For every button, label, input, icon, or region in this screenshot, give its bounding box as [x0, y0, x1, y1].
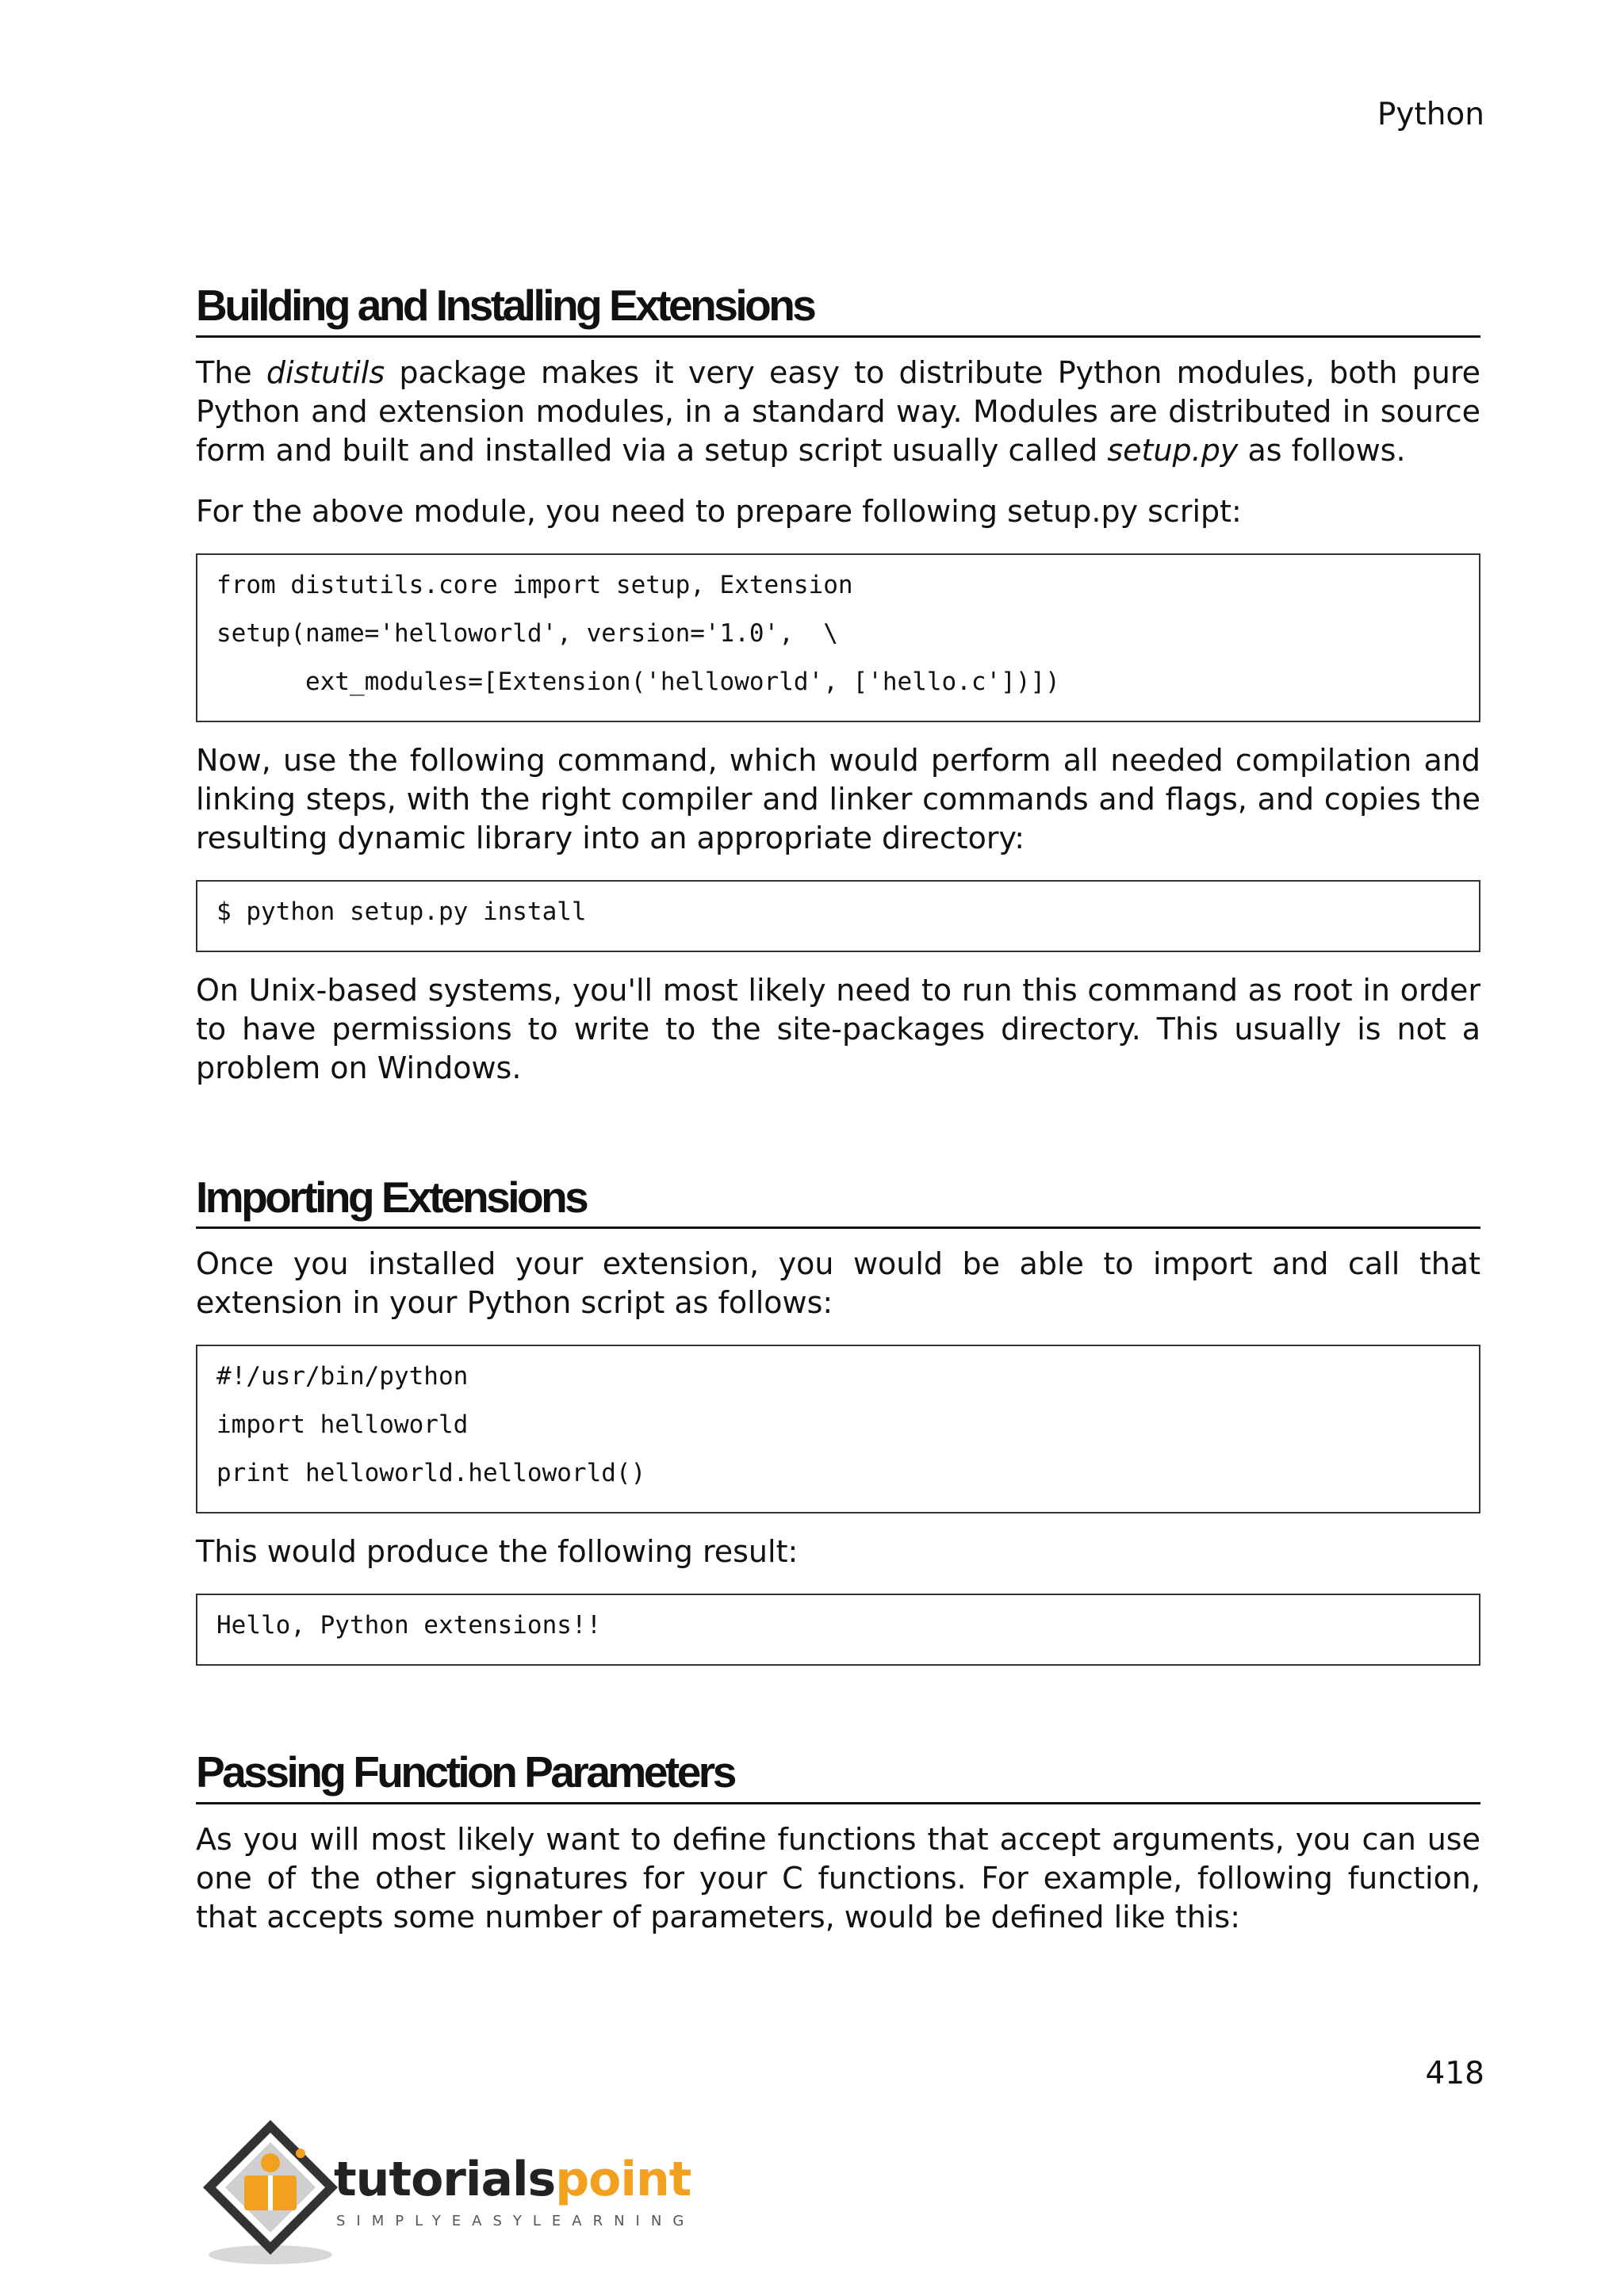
code-line: Hello, Python extensions!! — [216, 1611, 602, 1640]
code-line: #!/usr/bin/python — [216, 1362, 469, 1391]
paragraph: Now, use the following command, which would perform all needed compilation and linking steps, with the right compiler and linker commands and flags, and copies the resulting dynamic library into an appropriate directory: — [196, 742, 1480, 855]
section-title-passing: Passing Function Parameters — [196, 1748, 1480, 1804]
paragraph: For the above module, you need to prepare following setup.py script: — [196, 493, 1242, 529]
code-line: ext_modules=[Extension('helloworld', ['hello.c'])]) — [216, 667, 1060, 696]
code-line: import helloworld — [216, 1410, 469, 1440]
code-line: setup(name='helloworld', version='1.0', \ — [216, 618, 838, 648]
code-line: $ python setup.py install — [216, 897, 587, 926]
page-number: 418 — [1425, 2056, 1484, 2091]
paragraph: The distutils package makes it very easy to distribute Python modules, both pure Python and extension modules, in a standard way. Modules are distributed in source form and built and installed via a setup script usually called setup.py as follows. — [196, 354, 1480, 468]
running-header: Python — [1377, 97, 1484, 132]
section-title-building: Building and Installing Extensions — [196, 281, 1480, 338]
page-content — [196, 281, 1480, 1959]
paragraph: Once you installed your extension, you would be able to import and call that extension in your Python script as follows: — [196, 1246, 1480, 1321]
tutorialspoint-logo — [195, 2114, 695, 2268]
emphasis: distutils — [266, 354, 385, 390]
code-block — [196, 1594, 1480, 1666]
code-line: print helloworld.helloworld() — [216, 1459, 646, 1488]
logo-diamond-icon — [195, 2114, 354, 2268]
code-line: from distutils.core import setup, Extension — [216, 570, 853, 599]
section-title-importing: Importing Extensions — [196, 1173, 1480, 1230]
emphasis: setup.py — [1107, 432, 1239, 468]
code-block — [196, 880, 1480, 952]
paragraph: As you will most likely want to define functions that accept arguments, you can use one of the other signatures for your C functions. For example, following function, that accepts some number of parameters, would be defined like this: — [196, 1821, 1480, 1934]
logo-tagline: SIMPLYEASYLEARNING — [336, 2213, 695, 2229]
code-block — [196, 1345, 1480, 1513]
logo-wordmark: tutorialspoint — [334, 2152, 691, 2207]
paragraph: This would produce the following result: — [196, 1534, 799, 1570]
code-block — [196, 553, 1480, 722]
paragraph: On Unix-based systems, you'll most likely need to run this command as root in order to have permissions to write to the site-packages directory. This usually is not a problem on Windows. — [196, 972, 1480, 1085]
